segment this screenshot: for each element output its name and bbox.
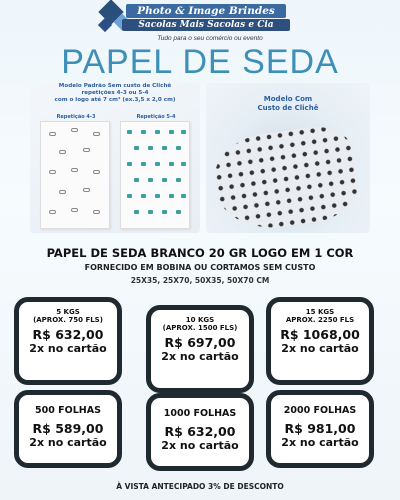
custom-model-caption xyxy=(216,95,360,113)
standard-model-caption xyxy=(30,83,200,104)
product-description: PAPEL DE SEDA BRANCO 20 GR LOGO EM 1 COR xyxy=(46,246,354,260)
price-card-1000-sheets xyxy=(146,393,254,471)
card-sheet-count: APROX. 2250 FLS xyxy=(285,316,355,324)
sheet-label: Repetição 5-4 xyxy=(136,114,176,120)
price-card-500-sheets xyxy=(14,390,122,468)
card-installments: 2x no cartão xyxy=(161,350,239,363)
caption-line: Modelo Com xyxy=(263,95,313,103)
card-price: R$ 632,00 xyxy=(32,327,104,342)
card-weight: 5 KGS xyxy=(56,308,80,316)
sheet-label: Repetição 4-3 xyxy=(56,114,96,120)
brand-subname: Sacolas Mais Sacolas e Cia xyxy=(122,19,290,31)
caption-line: Modelo Padrão Sem custo de Clichê xyxy=(58,83,172,89)
card-installments: 2x no cartão xyxy=(161,439,239,452)
card-installments: 2x no cartão xyxy=(29,342,107,355)
price-card-5kg xyxy=(14,297,122,385)
price-card-2000-sheets xyxy=(266,390,374,468)
card-price: R$ 589,00 xyxy=(32,421,104,436)
caption-line: Custo de Clichê xyxy=(257,104,319,112)
page-title: PAPEL DE SEDA xyxy=(61,43,339,81)
card-installments: 2x no cartão xyxy=(281,436,359,449)
card-installments: 2x no cartão xyxy=(281,342,359,355)
card-price: R$ 697,00 xyxy=(164,335,236,350)
size-options: 25X35, 25X70, 50X35, 50X70 CM xyxy=(130,276,270,285)
discount-note: À VISTA ANTECIPADO 3% DE DESCONTO xyxy=(116,482,284,491)
supply-info: FORNECIDO EM BOBINA OU CORTAMOS SEM CUSTO xyxy=(84,263,316,272)
card-weight: 15 KGS xyxy=(305,308,335,316)
card-quantity: 2000 FOLHAS xyxy=(283,405,357,416)
sheet-repetition-5-4 xyxy=(120,114,190,229)
brand-name: Photo & Image Brindes xyxy=(126,4,286,18)
standard-model-photo xyxy=(30,83,200,233)
brand-tagline: Tudo para o seu comércio ou evento xyxy=(157,35,263,42)
custom-model-photo xyxy=(206,83,370,233)
price-card-10kg xyxy=(146,305,254,393)
sheet-repetition-4-3 xyxy=(40,114,110,229)
caption-line: repetições 4-3 ou 5-4 xyxy=(81,90,149,96)
card-installments: 2x no cartão xyxy=(29,436,107,449)
card-quantity: 1000 FOLHAS xyxy=(163,408,237,419)
printed-tissue-fabric xyxy=(210,122,362,233)
card-price: R$ 632,00 xyxy=(164,424,236,439)
price-card-15kg xyxy=(266,297,374,385)
card-sheet-count: (APROX. 750 FLS) xyxy=(33,316,103,324)
card-price: R$ 1068,00 xyxy=(280,327,360,342)
card-quantity: 500 FOLHAS xyxy=(35,405,101,416)
card-weight: 10 KGS xyxy=(185,316,215,324)
card-sheet-count: (APROX. 1500 FLS) xyxy=(162,324,238,332)
caption-line: com o logo até 7 cm² (ex.3,5 x 2,0 cm) xyxy=(54,97,176,103)
card-price: R$ 981,00 xyxy=(284,421,356,436)
